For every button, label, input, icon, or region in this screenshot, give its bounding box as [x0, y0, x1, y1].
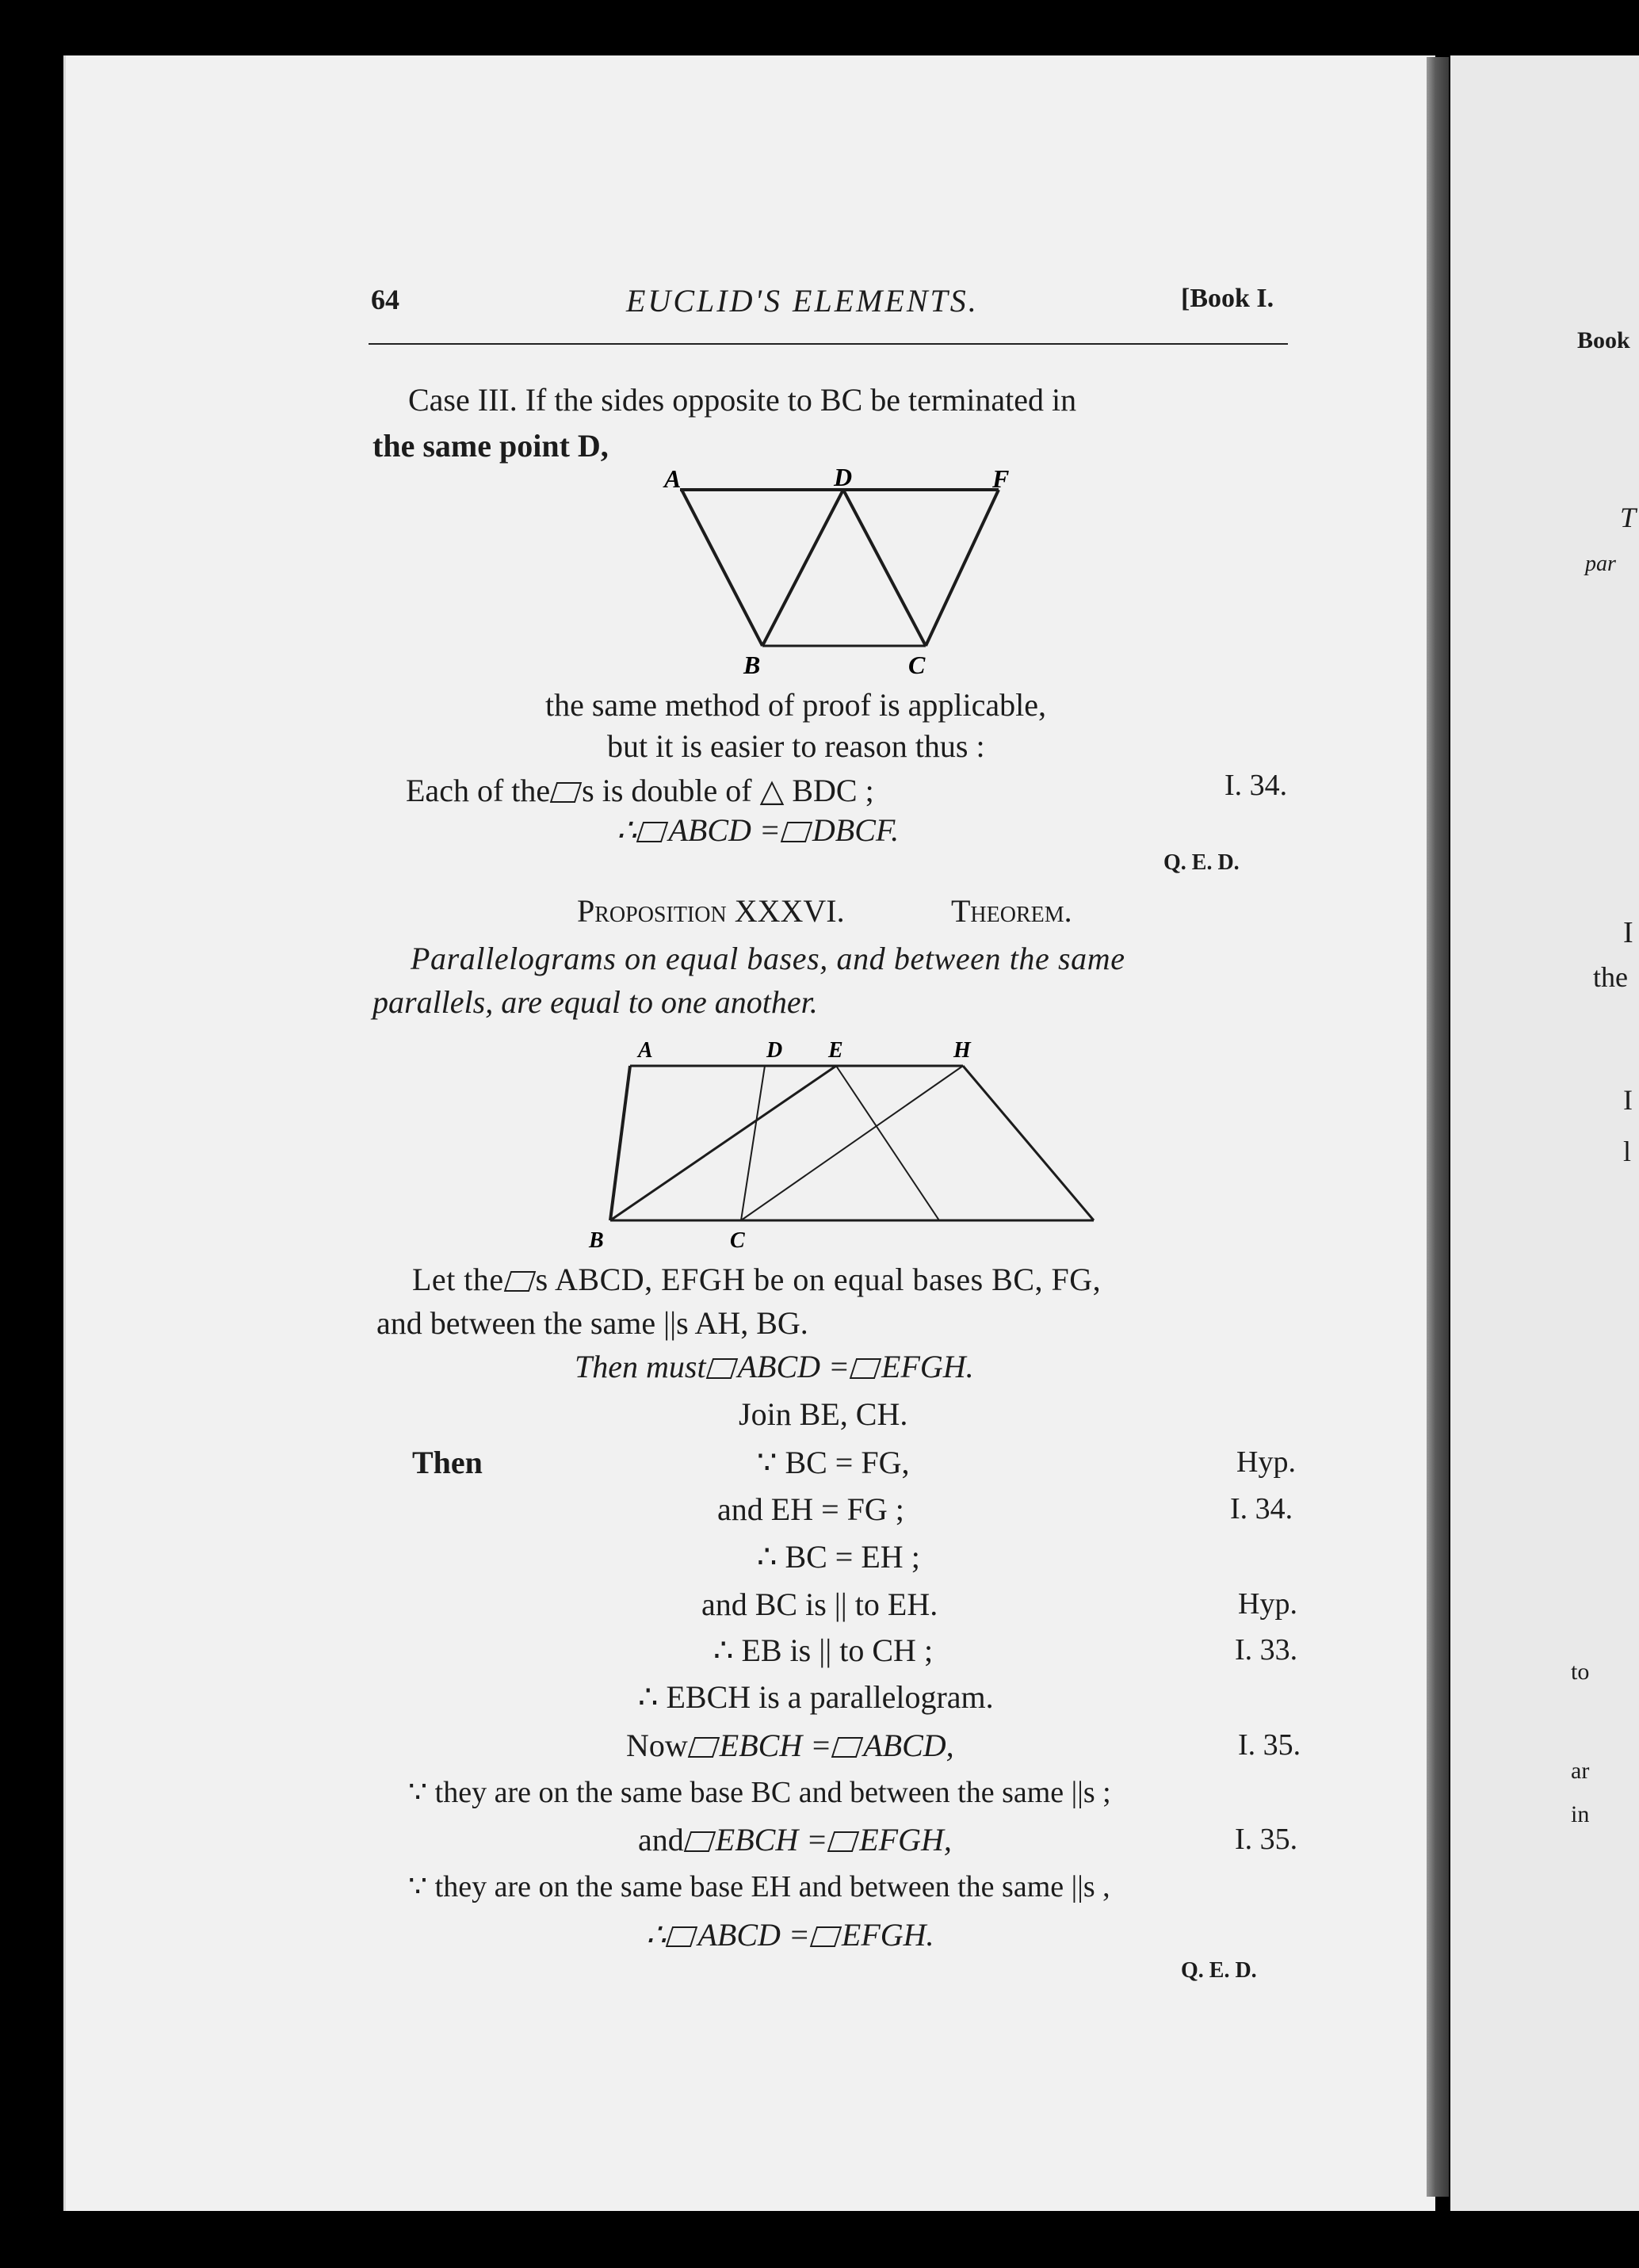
case3-line4-c: DBCF. — [812, 812, 900, 848]
step-4: and BC is || to EH. — [701, 1586, 938, 1622]
let-line1-b: s ABCD, EFGH be on equal bases BC, FG, — [535, 1262, 1102, 1297]
parallelogram-symbol — [666, 1926, 697, 1947]
and-c: EFGH, — [859, 1822, 952, 1858]
parallelogram-symbol — [636, 822, 668, 842]
then-must-a: Then must — [575, 1349, 706, 1384]
step-2: and EH = FG ; — [717, 1491, 904, 1527]
parallelogram-symbol — [688, 1737, 720, 1758]
adjacent-fragment: Book — [1577, 327, 1630, 353]
case3-line3-a: Each of the — [406, 773, 551, 808]
adjacent-fragment: the — [1593, 961, 1628, 993]
final-a: ∴ — [646, 1917, 667, 1953]
proposition-heading: Proposition XXXVI. — [577, 893, 845, 929]
book-label: [Book I. — [1181, 284, 1274, 313]
adjacent-fragment: I — [1623, 1084, 1633, 1116]
case3-qed: Q. E. D. — [1163, 850, 1240, 875]
case3-intro-line1: Case III. If the sides opposite to BC be terminated in — [408, 382, 1077, 418]
line-BE — [610, 1066, 836, 1220]
page-gutter-shadow — [1427, 57, 1449, 2197]
and-a: and — [638, 1822, 684, 1858]
final-b: ABCD = — [697, 1917, 810, 1953]
label-B: B — [589, 1228, 604, 1253]
and-ref: I. 35. — [1235, 1823, 1298, 1856]
label-C: C — [730, 1228, 745, 1253]
parallelogram-symbol — [810, 1926, 842, 1947]
because-line2: ∵ they are on the same base EH and between the same ||s , — [408, 1870, 1110, 1903]
line-HG — [963, 1066, 1094, 1220]
then-word: Then — [412, 1445, 483, 1480]
parallelogram-symbol — [831, 1737, 863, 1758]
case3-line4-a: ∴ — [617, 812, 637, 848]
running-title: EUCLID'S ELEMENTS. — [626, 283, 979, 319]
parallelogram-symbol — [503, 1271, 535, 1292]
final-line — [646, 1919, 934, 1951]
then-must-b: ABCD = — [737, 1349, 850, 1384]
parallelogram-symbol — [550, 782, 582, 803]
parallelogram-symbol — [705, 1358, 737, 1379]
now-line — [626, 1730, 954, 1762]
step-5: ∴ EB is || to CH ; — [713, 1632, 934, 1668]
because-line1: ∵ they are on the same base BC and between the same ||s ; — [408, 1776, 1111, 1809]
final-c: EFGH. — [841, 1917, 934, 1953]
line-AB — [610, 1066, 630, 1220]
line-CF — [926, 490, 999, 646]
now-c: ABCD, — [863, 1728, 954, 1763]
parallelogram-symbol — [850, 1358, 881, 1379]
proposition-kind: Theorem. — [951, 893, 1072, 929]
label-D: D — [834, 464, 853, 491]
case3-line4-b: ABCD = — [668, 812, 781, 848]
parallelogram-symbol — [781, 822, 812, 842]
prop36-figure — [583, 1030, 1106, 1260]
step-5-ref: I. 33. — [1235, 1633, 1298, 1667]
adjacent-fragment: in — [1571, 1801, 1590, 1827]
enunciation-line2: parallels, are equal to one another. — [372, 984, 818, 1020]
label-C: C — [908, 651, 926, 678]
label-D: D — [766, 1038, 783, 1063]
label-F: F — [992, 464, 1010, 493]
let-line2: and between the same ||s AH, BG. — [376, 1305, 808, 1341]
let-line1 — [412, 1264, 1101, 1296]
step-1: ∵ BC = FG, — [757, 1445, 910, 1480]
step-2-ref: I. 34. — [1230, 1492, 1293, 1525]
case3-line2: but it is easier to reason thus : — [607, 728, 985, 764]
and-line — [638, 1824, 952, 1856]
line-DC — [741, 1066, 765, 1220]
parallelogram-symbol — [827, 1831, 859, 1852]
adjacent-fragment: l — [1623, 1136, 1632, 1167]
step-6: ∴ EBCH is a parallelogram. — [638, 1679, 994, 1715]
adjacent-fragment: I — [1623, 916, 1633, 949]
line-AB — [682, 490, 762, 646]
header-rule — [369, 343, 1288, 345]
adjacent-fragment: par — [1585, 552, 1616, 576]
case3-ref: I. 34. — [1224, 769, 1288, 802]
step-1-ref: Hyp. — [1236, 1445, 1296, 1479]
case3-line4 — [617, 812, 900, 848]
enunciation-line1: Parallelograms on equal bases, and between the same — [411, 941, 1125, 976]
case3-line1: the same method of proof is applicable, — [545, 687, 1047, 723]
line-DC — [843, 490, 926, 646]
label-A: A — [664, 464, 682, 493]
label-A: A — [638, 1038, 653, 1063]
label-B: B — [743, 651, 761, 678]
parallelogram-symbol — [684, 1831, 716, 1852]
step-3: ∴ BC = EH ; — [757, 1539, 920, 1575]
then-must-line — [575, 1351, 974, 1383]
case3-figure — [650, 464, 1022, 678]
adjacent-fragment: to — [1571, 1659, 1590, 1685]
now-a: Now — [626, 1728, 688, 1763]
label-E: E — [828, 1038, 843, 1063]
let-line1-a: Let the — [412, 1262, 504, 1297]
adjacent-page — [1450, 55, 1639, 2211]
case3-intro-line2: the same point D, — [372, 428, 609, 464]
label-H: H — [953, 1038, 971, 1063]
case3-line3 — [406, 775, 874, 807]
case3-line3-b: s is double of △ BDC ; — [582, 773, 874, 808]
adjacent-fragment: T — [1620, 502, 1637, 533]
join-line: Join BE, CH. — [739, 1396, 908, 1432]
and-b: EBCH = — [715, 1822, 828, 1858]
step-4-ref: Hyp. — [1238, 1587, 1297, 1621]
now-b: EBCH = — [719, 1728, 832, 1763]
now-ref: I. 35. — [1238, 1728, 1301, 1762]
adjacent-fragment: ar — [1571, 1758, 1590, 1784]
page-number: 64 — [371, 284, 399, 315]
then-must-c: EFGH. — [881, 1349, 974, 1384]
line-BD — [762, 490, 843, 646]
prop-qed: Q. E. D. — [1181, 1958, 1257, 1983]
